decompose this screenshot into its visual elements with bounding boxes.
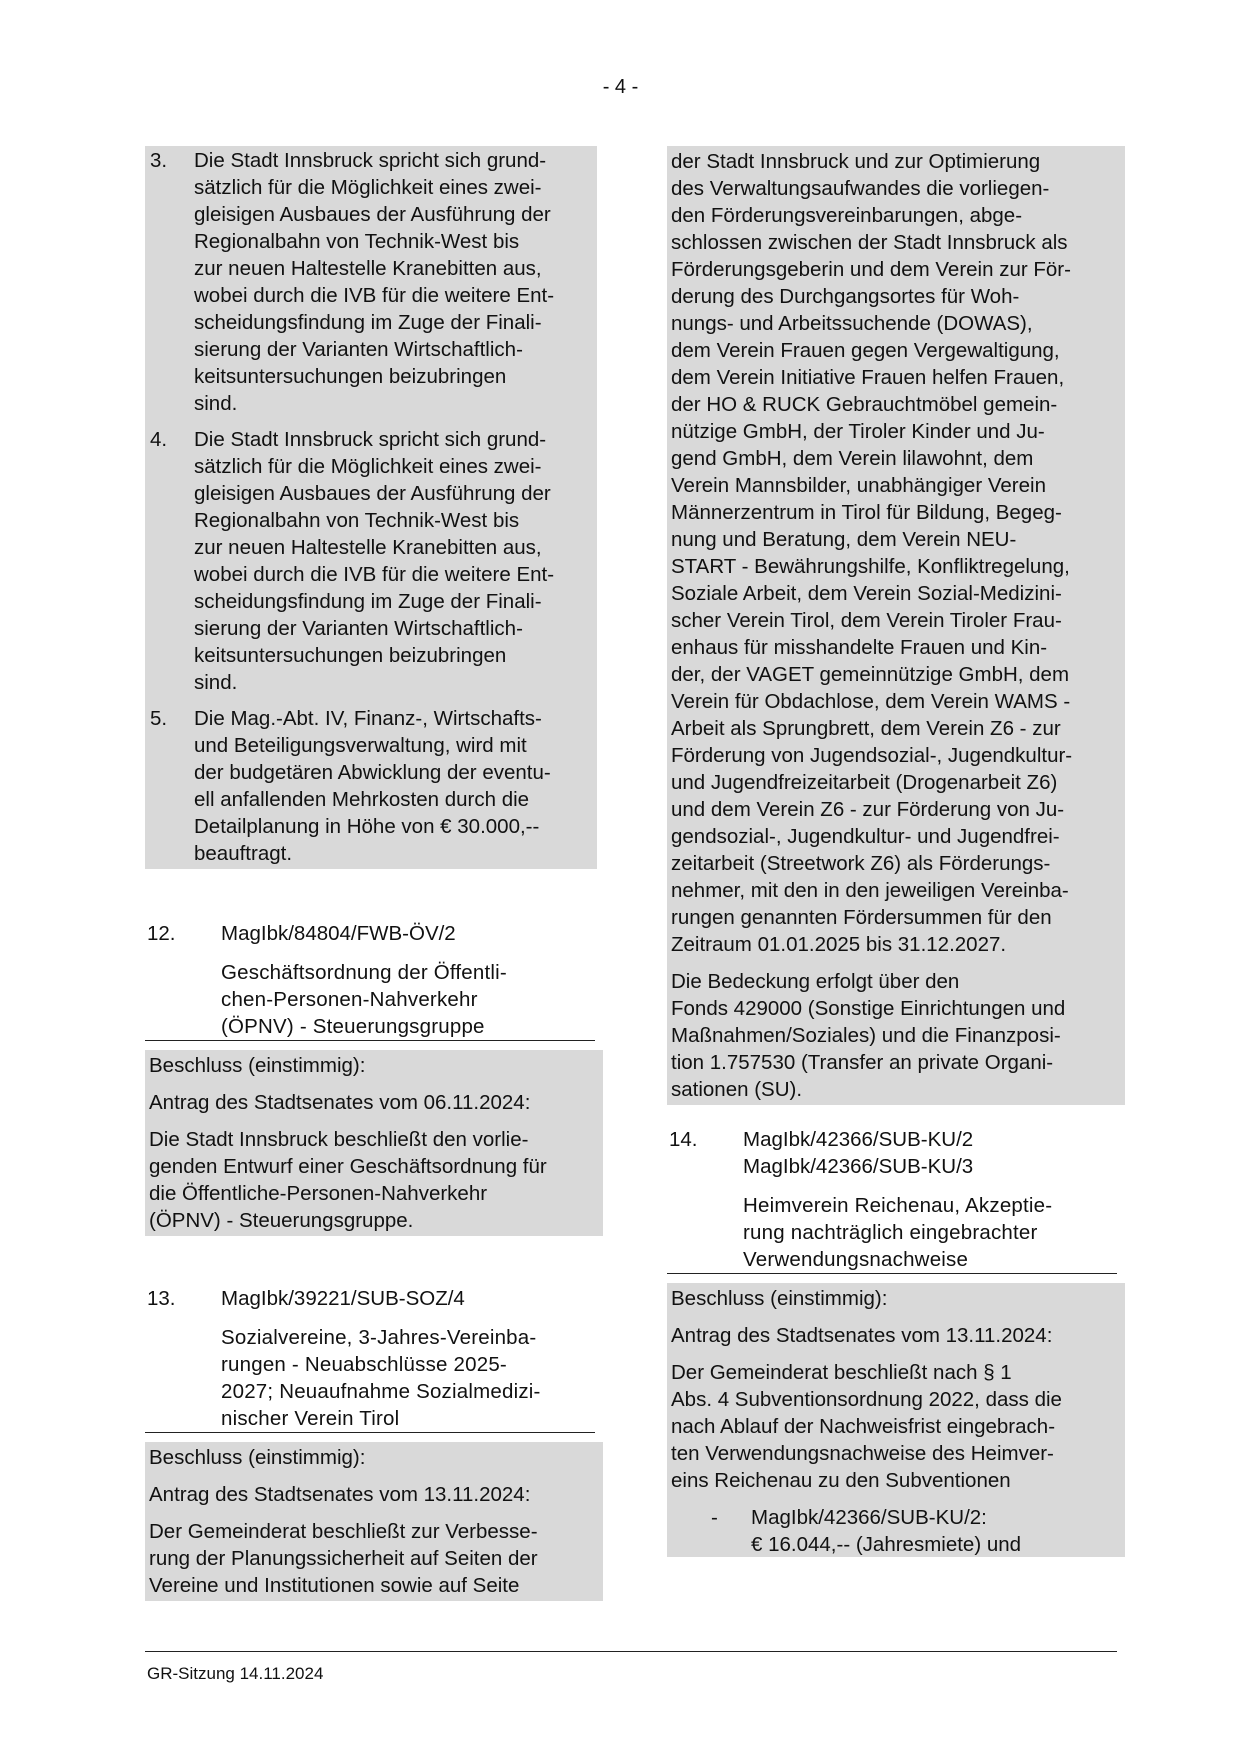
agenda-item-title [743, 1192, 1123, 1273]
text-line: sätzlich für die Möglichkeit eines zwei- [194, 176, 542, 199]
text-line: derung des Durchgangsortes für Woh- [671, 285, 1020, 308]
beschluss-label: Beschluss (einstimmig): [671, 1287, 888, 1310]
agenda-item-title [221, 959, 601, 1040]
text-line: enhaus für misshandelte Frauen und Kin- [671, 636, 1048, 659]
text-line: eins Reichenau zu den Subventionen [671, 1469, 1011, 1492]
text-line: gendsozial-, Jugendkultur- und Jugendfrei- [671, 825, 1060, 848]
text-line: MagIbk/42366/SUB-KU/2 [743, 1128, 974, 1151]
text-line: Maßnahmen/Soziales) und die Finanzposi- [671, 1024, 1061, 1047]
antrag-label: Antrag des Stadtsenates vom 13.11.2024: [149, 1483, 531, 1506]
text-line: Der Gemeinderat beschließt nach § 1 [671, 1361, 1012, 1384]
text-line: Verein für Obdachlose, dem Verein WAMS - [671, 690, 1071, 713]
list-item-number: 5. [150, 707, 168, 730]
file-reference [743, 1126, 973, 1180]
list-item-text [194, 705, 595, 867]
text-line: wobei durch die IVB für die weitere Ent- [194, 284, 555, 307]
text-line: tion 1.757530 (Transfer an private Organi- [671, 1051, 1054, 1074]
text-line: gleisigen Ausbaues der Ausführung der [194, 482, 551, 505]
list-item-text [751, 1504, 1121, 1558]
beschluss-label: Beschluss (einstimmig): [149, 1446, 366, 1469]
text-line: zeitarbeit (Streetwork Z6) als Förderungs- [671, 852, 1051, 875]
text-line: Soziale Arbeit, dem Verein Sozial-Medizini- [671, 582, 1062, 605]
text-line: nung und Beratung, dem Verein NEU- [671, 528, 1017, 551]
text-line: sationen (SU). [671, 1078, 803, 1101]
agenda-item-number: 12. [147, 922, 176, 945]
text-line: Abs. 4 Subventionsordnung 2022, dass die [671, 1388, 1062, 1411]
text-line: sind. [194, 392, 238, 415]
text-line: sind. [194, 671, 238, 694]
agenda-item-12-header [145, 920, 595, 1040]
text-line: gleisigen Ausbaues der Ausführung der [194, 203, 551, 226]
agenda-item-13-header [145, 1285, 595, 1435]
text-line: den Förderungsvereinbarungen, abge- [671, 204, 1023, 227]
text-line: rungen - Neuabschlüsse 2025- [221, 1353, 507, 1376]
text-line: der HO & RUCK Gebrauchtmöbel gemein- [671, 393, 1058, 416]
text-line: nungs- und Arbeitssuchende (DOWAS), [671, 312, 1033, 335]
text-line: rung nachträglich eingebrachter [743, 1221, 1038, 1244]
resolution-text [149, 1126, 599, 1234]
text-line: Förderungsgeberin und dem Verein zur För- [671, 258, 1071, 281]
text-line: die Öffentliche-Personen-Nahverkehr [149, 1182, 488, 1205]
text-line: sierung der Varianten Wirtschaftlich- [194, 617, 523, 640]
agenda-item-title [221, 1324, 601, 1432]
list-item [145, 705, 595, 867]
text-line: scheidungsfindung im Zuge der Finali- [194, 311, 542, 334]
list-item [145, 426, 595, 696]
agenda-item-12-body [145, 1050, 603, 1236]
divider [145, 1432, 595, 1433]
text-line: des Verwaltungsaufwandes die vorliegen- [671, 177, 1050, 200]
text-line: nützige GmbH, der Tiroler Kinder und Ju- [671, 420, 1045, 443]
text-line: (ÖPNV) - Steuerungsgruppe [221, 1015, 485, 1038]
text-line: ell anfallenden Mehrkosten durch die [194, 788, 530, 811]
antrag-label: Antrag des Stadtsenates vom 13.11.2024: [671, 1324, 1053, 1347]
file-reference: MagIbk/84804/FWB-ÖV/2 [221, 922, 456, 945]
agenda-item-14-header [667, 1126, 1117, 1276]
text-line: Die Stadt Innsbruck spricht sich grund- [194, 149, 547, 172]
agenda-item-13-body [145, 1442, 603, 1601]
text-line: rungen genannten Fördersummen für den [671, 906, 1052, 929]
text-line: Verein Mannsbilder, unabhängiger Verein [671, 474, 1046, 497]
text-line: START - Bewährungshilfe, Konfliktregelung, [671, 555, 1070, 578]
text-line: 2027; Neuaufnahme Sozialmedizi- [221, 1380, 541, 1403]
text-line: dem Verein Frauen gegen Vergewaltigung, [671, 339, 1060, 362]
text-line: Vereine und Institutionen sowie auf Seite [149, 1574, 520, 1597]
text-line: wobei durch die IVB für die weitere Ent- [194, 563, 555, 586]
text-line: Die Stadt Innsbruck spricht sich grund- [194, 428, 547, 451]
text-line: und Jugendfreizeitarbeit (Drogenarbeit Z6) [671, 771, 1058, 794]
text-line: der Stadt Innsbruck und zur Optimierung [671, 150, 1041, 173]
text-line: dem Verein Initiative Frauen helfen Frauen, [671, 366, 1065, 389]
text-line: Förderung von Jugendsozial-, Jugendkultur- [671, 744, 1073, 767]
divider [145, 1040, 595, 1041]
text-line: scher Verein Tirol, dem Verein Tiroler Frau- [671, 609, 1062, 632]
text-line: Regionalbahn von Technik-West bis [194, 230, 520, 253]
text-line: beauftragt. [194, 842, 293, 865]
text-line: Die Bedeckung erfolgt über den [671, 970, 960, 993]
resolution-text [149, 1518, 599, 1599]
text-line: zur neuen Haltestelle Kranebitten aus, [194, 257, 542, 280]
text-line: nischer Verein Tirol [221, 1407, 400, 1430]
list-item [671, 1504, 1121, 1558]
text-line: Fonds 429000 (Sonstige Einrichtungen und [671, 997, 1066, 1020]
text-line: nach Ablauf der Nachweisfrist eingebrach- [671, 1415, 1056, 1438]
text-line: gend GmbH, dem Verein lilawohnt, dem [671, 447, 1034, 470]
text-line: Verwendungsnachweise [743, 1248, 969, 1271]
list-item-number: 4. [150, 428, 168, 451]
agenda-item-14-body [667, 1283, 1125, 1557]
text-line: rung der Planungssicherheit auf Seiten der [149, 1547, 538, 1570]
resolution-text [671, 1359, 1121, 1494]
list-item [145, 147, 595, 417]
text-line: (ÖPNV) - Steuerungsgruppe. [149, 1209, 414, 1232]
text-line: € 16.044,-- (Jahresmiete) und [751, 1533, 1022, 1556]
divider [667, 1273, 1117, 1274]
text-line: und Beteiligungsverwaltung, wird mit [194, 734, 527, 757]
text-line: Die Stadt Innsbruck beschließt den vorlie- [149, 1128, 529, 1151]
text-line: Sozialvereine, 3-Jahres-Vereinba- [221, 1326, 537, 1349]
page-number: - 4 - [602, 76, 639, 98]
resolution-list [145, 146, 597, 869]
text-line: zur neuen Haltestelle Kranebitten aus, [194, 536, 542, 559]
text-line: Die Mag.-Abt. IV, Finanz-, Wirtschafts- [194, 707, 542, 730]
text-line: und dem Verein Z6 - zur Förderung von Ju- [671, 798, 1065, 821]
text-line: Männerzentrum in Tirol für Bildung, Begeg- [671, 501, 1062, 524]
text-line: Zeitraum 01.01.2025 bis 31.12.2027. [671, 933, 1007, 956]
text-line: MagIbk/42366/SUB-KU/3 [743, 1155, 974, 1178]
text-line: sierung der Varianten Wirtschaftlich- [194, 338, 523, 361]
funding-text [671, 968, 1121, 1103]
text-line: Der Gemeinderat beschließt zur Verbesse- [149, 1520, 538, 1543]
list-item-text [194, 147, 595, 417]
agenda-item-number: 14. [669, 1128, 698, 1151]
text-line: der budgetären Abwicklung der eventu- [194, 761, 551, 784]
text-line: schlossen zwischen der Stadt Innsbruck als [671, 231, 1068, 254]
text-line: keitsuntersuchungen beizubringen [194, 365, 507, 388]
text-line: ten Verwendungsnachweise des Heimver- [671, 1442, 1054, 1465]
text-line: Heimverein Reichenau, Akzeptie- [743, 1194, 1053, 1217]
agenda-item-number: 13. [147, 1287, 176, 1310]
footer-divider [145, 1651, 1117, 1652]
list-item-text [194, 426, 595, 696]
antrag-label: Antrag des Stadtsenates vom 06.11.2024: [149, 1091, 531, 1114]
resolution-text [671, 148, 1121, 958]
list-item-number: 3. [150, 149, 168, 172]
file-reference: MagIbk/39221/SUB-SOZ/4 [221, 1287, 465, 1310]
text-line: Regionalbahn von Technik-West bis [194, 509, 520, 532]
text-line: genden Entwurf einer Geschäftsordnung für [149, 1155, 547, 1178]
text-line: keitsuntersuchungen beizubringen [194, 644, 507, 667]
text-line: Geschäftsordnung der Öffentli- [221, 961, 507, 984]
text-line: Arbeit als Sprungbrett, dem Verein Z6 - zur [671, 717, 1061, 740]
text-line: der, der VAGET gemeinnützige GmbH, dem [671, 663, 1070, 686]
text-line: scheidungsfindung im Zuge der Finali- [194, 590, 542, 613]
beschluss-label: Beschluss (einstimmig): [149, 1054, 366, 1077]
footer-text: GR-Sitzung 14.11.2024 [147, 1664, 324, 1683]
text-line: Detailplanung in Höhe von € 30.000,-- [194, 815, 540, 838]
dash-bullet: - [711, 1506, 718, 1529]
agenda-item-13-body-continued [667, 146, 1125, 1105]
text-line: MagIbk/42366/SUB-KU/2: [751, 1506, 987, 1529]
text-line: chen-Personen-Nahverkehr [221, 988, 478, 1011]
text-line: sätzlich für die Möglichkeit eines zwei- [194, 455, 542, 478]
text-line: nehmer, mit den in den jeweiligen Vereinba- [671, 879, 1069, 902]
